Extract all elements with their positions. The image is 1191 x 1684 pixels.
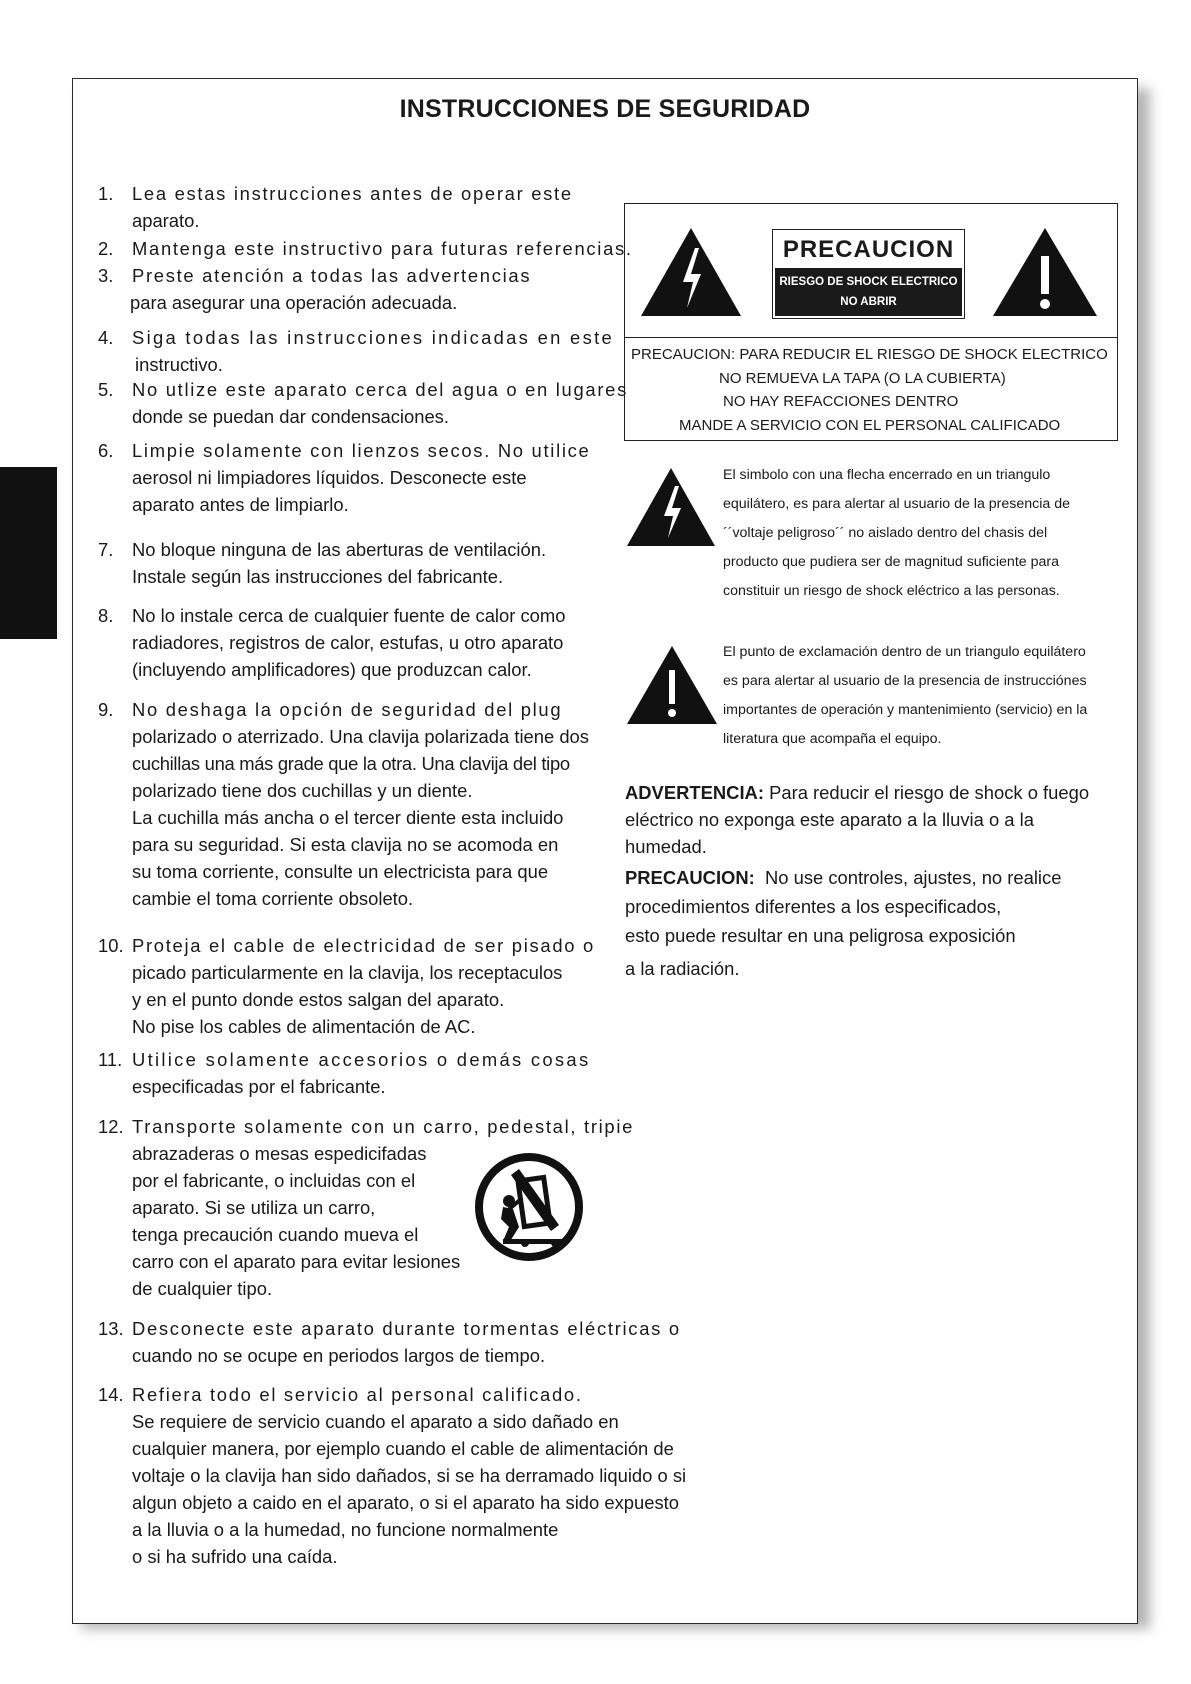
symbol-line: importantes de operación y mantenimiento (servicio) en la — [723, 702, 1088, 718]
item-line: cambie el toma corriente obsoleto. — [132, 888, 414, 909]
warning-paragraph — [625, 779, 1089, 860]
item-number: 4. — [98, 327, 114, 348]
item-line: Proteja el cable de electricidad de ser pisado o — [132, 935, 595, 956]
item-number: 6. — [98, 440, 114, 461]
instruction-item-6 — [98, 437, 618, 518]
warning-first-line — [625, 779, 1089, 806]
item-number: 9. — [98, 699, 114, 720]
item-line: Siga todas las instrucciones indicadas en este — [132, 327, 615, 348]
symbol-line: literatura que acompaña el equipo. — [723, 731, 942, 747]
item-line: (incluyendo amplificadores) que produzcan calor. — [132, 659, 532, 680]
instruction-item-7 — [98, 536, 618, 590]
item-line: Instale según las instrucciones del fabricante. — [132, 566, 504, 587]
item-line: para su seguridad. Si esta clavija no se acomoda en — [132, 834, 559, 855]
item-line: de cualquier tipo. — [132, 1278, 273, 1299]
item-number: 3. — [98, 265, 114, 286]
item-line: Lea estas instrucciones antes de operar este — [132, 183, 573, 204]
item-line: Mantenga este instructivo para futuras referencias. — [132, 238, 633, 259]
item-line: algun objeto a caido en el aparato, o si el aparato ha sido expuesto — [132, 1492, 680, 1513]
caution-label-text: PRECAUCION: — [625, 867, 755, 888]
item-line: instructivo. — [135, 354, 223, 375]
item-line: especificadas por el fabricante. — [132, 1076, 386, 1097]
caution-para-line: procedimientos diferentes a los especificados, — [625, 896, 1002, 917]
symbol-line: es para alertar al usuario de la presencia de instrucciónes — [723, 673, 1087, 689]
caution-line: PRECAUCION: PARA REDUCIR EL RIESGO DE SHOCK ELECTRICO — [631, 346, 1108, 363]
item-line: Limpie solamente con lienzos secos. No utilice — [132, 440, 591, 461]
item-line: para asegurar una operación adecuada. — [130, 292, 458, 313]
item-line: Utilice solamente accesorios o demás cosas — [132, 1049, 591, 1070]
lightning-triangle-icon — [625, 466, 717, 548]
item-number: 14. — [98, 1384, 124, 1405]
exclamation-triangle-icon — [625, 644, 719, 726]
item-line: voltaje o la clavija han sido dañados, si se ha derramado liquido o si — [132, 1465, 687, 1486]
item-number: 8. — [98, 605, 114, 626]
instruction-item-8 — [98, 602, 618, 683]
item-number: 10. — [98, 935, 124, 956]
instruction-item-1 — [98, 180, 618, 234]
symbol-line: producto que pudiera ser de magnitud suficiente para — [723, 554, 1059, 570]
item-line: Transporte solamente con un carro, pedestal, tripie — [132, 1116, 635, 1137]
caution-line: NO HAY REFACCIONES DENTRO — [723, 393, 959, 410]
symbol-line: constituir un riesgo de shock eléctrico a las personas. — [723, 583, 1060, 599]
caution-label — [772, 229, 965, 319]
caution-paragraph — [625, 863, 1061, 983]
item-line: No utlize este aparato cerca del agua o en lugares — [132, 379, 628, 400]
item-line: polarizado tiene dos cuchillas y un diente. — [132, 780, 473, 801]
caution-para-line: a la radiación. — [625, 958, 740, 979]
item-line: abrazaderas o mesas espedicifadas — [132, 1143, 427, 1164]
caution-first-line — [625, 863, 1061, 892]
item-line: radiadores, registros de calor, estufas, u otro aparato — [132, 632, 564, 653]
cart-tip-over-warning-icon — [473, 1151, 585, 1263]
exclamation-symbol-text — [723, 638, 1087, 754]
warning-first-text: Para reducir el riesgo de shock o fuego — [763, 782, 1090, 803]
instruction-item-10 — [98, 932, 618, 1040]
item-number: 1. — [98, 183, 114, 204]
item-line: No deshaga la opción de seguridad del plug — [132, 699, 563, 720]
item-line: No pise los cables de alimentación de AC. — [132, 1016, 476, 1037]
instruction-item-11 — [98, 1046, 618, 1100]
instruction-item-4 — [98, 324, 618, 378]
item-line: tenga precaución cuando mueva el — [132, 1224, 419, 1245]
item-line: cualquier manera, por ejemplo cuando el cable de alimentación de — [132, 1438, 674, 1459]
caution-text — [625, 343, 1117, 437]
item-line: aparato. Si se utiliza un carro, — [132, 1197, 376, 1218]
item-line: aparato. — [132, 210, 200, 231]
symbol-line: equilátero, es para alertar al usuario de la presencia de — [723, 496, 1071, 512]
lightning-symbol-text — [723, 461, 1070, 606]
item-line: su toma corriente, consulte un electricista para que — [132, 861, 549, 882]
caution-divider — [625, 337, 1117, 338]
instruction-item-13 — [98, 1315, 681, 1369]
item-number: 13. — [98, 1318, 124, 1339]
caution-label-line-2: NO ABRIR — [840, 296, 897, 308]
item-line: carro con el aparato para evitar lesiones — [132, 1251, 461, 1272]
warning-label: ADVERTENCIA: — [625, 782, 764, 803]
item-line: cuchillas una más grade que la otra. Una clavija del tipo — [132, 753, 570, 774]
item-line: a la lluvia o a la humedad, no funcione normalmente — [132, 1519, 559, 1540]
item-line: picado particularmente en la clavija, los receptaculos — [132, 962, 563, 983]
caution-line: NO REMUEVA LA TAPA (O LA CUBIERTA) — [719, 369, 1006, 387]
item-line: Desconecte este aparato durante tormentas eléctricas o — [132, 1318, 681, 1339]
item-line: La cuchilla más ancha o el tercer diente esta incluido — [132, 807, 564, 828]
item-line: Se requiere de servicio cuando el aparato a sido dañado en — [132, 1411, 619, 1432]
caution-label-subtitle — [775, 268, 962, 316]
caution-label-line-1: RIESGO DE SHOCK ELECTRICO — [779, 276, 958, 288]
item-line: aerosol ni limpiadores líquidos. Desconecte este — [132, 467, 527, 488]
item-number: 5. — [98, 379, 114, 400]
symbol-line: El simbolo con una flecha encerrado en un triangulo — [723, 467, 1051, 483]
item-number: 7. — [98, 539, 114, 560]
caution-first-text: No use controles, ajustes, no realice — [754, 867, 1062, 888]
instruction-item-5 — [98, 376, 628, 430]
item-line: aparato antes de limpiarlo. — [132, 494, 349, 515]
item-line: o si ha sufrido una caída. — [132, 1546, 338, 1567]
item-number: 11. — [98, 1049, 123, 1070]
instruction-item-3 — [98, 262, 618, 316]
warning-line: eléctrico no exponga este aparato a la lluvia o a la — [625, 809, 1034, 830]
page-title: INSTRUCCIONES DE SEGURIDAD — [399, 95, 811, 123]
symbol-line: ´´voltaje peligroso´´ no aislado dentro del chasis del — [723, 525, 1048, 541]
caution-para-line: esto puede resultar en una peligrosa exposición — [625, 925, 1016, 946]
exclamation-triangle-icon — [991, 226, 1099, 318]
instruction-item-14 — [98, 1381, 687, 1570]
item-number: 12. — [98, 1116, 124, 1137]
safety-page — [72, 78, 1138, 1624]
item-line: por el fabricante, o incluidas con el — [132, 1170, 416, 1191]
caution-label-title: PRECAUCION — [782, 236, 955, 263]
lightning-triangle-icon — [639, 226, 743, 318]
item-line: cuando no se ocupe en periodos largos de tiempo. — [132, 1345, 546, 1366]
item-line: polarizado o aterrizado. Una clavija polarizada tiene dos — [132, 726, 589, 747]
caution-box — [624, 203, 1118, 441]
symbol-line: El punto de exclamación dentro de un triangulo equilátero — [723, 644, 1086, 660]
item-line: Refiera todo el servicio al personal calificado. — [132, 1384, 583, 1405]
item-line: No bloque ninguna de las aberturas de ventilación. — [132, 539, 547, 560]
caution-line: MANDE A SERVICIO CON EL PERSONAL CALIFICADO — [679, 416, 1061, 434]
item-line: No lo instale cerca de cualquier fuente de calor como — [132, 605, 566, 626]
item-line: Preste atención a todas las advertencias — [132, 265, 532, 286]
instruction-item-9 — [98, 696, 618, 912]
instruction-item-2 — [98, 235, 633, 262]
warning-line: humedad. — [625, 836, 707, 857]
item-number: 2. — [98, 238, 114, 259]
item-line: y en el punto donde estos salgan del aparato. — [132, 989, 505, 1010]
item-line: donde se puedan dar condensaciones. — [132, 406, 449, 427]
side-tab-marker — [0, 467, 57, 639]
